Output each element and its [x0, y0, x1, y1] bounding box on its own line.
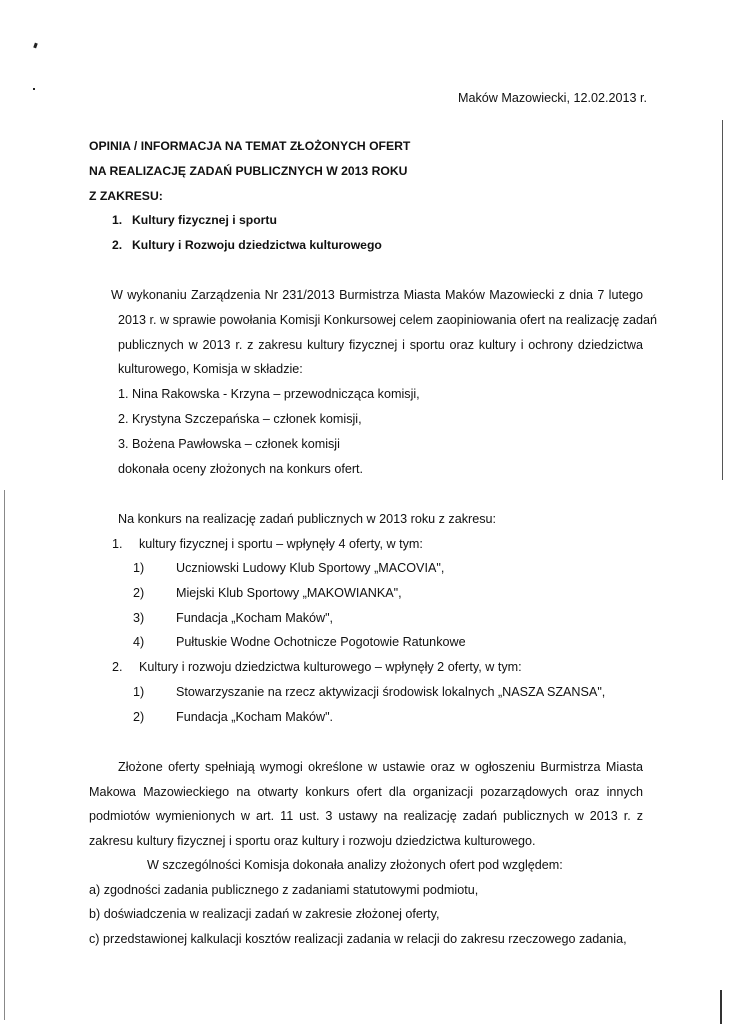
offer-name: Fundacja „Kocham Maków". [176, 710, 334, 724]
criteria-lead: W szczególności Komisja dokonała analizy złożonych ofert pod względem: [147, 858, 563, 872]
committee-member: 1. Nina Rakowska - Krzyna – przewodnicząca komisji, [118, 387, 420, 401]
title-line-2: NA REALIZACJĘ ZADAŃ PUBLICZNYCH W 2013 ROKU [89, 164, 408, 178]
section-number: 2. [112, 660, 123, 674]
offer-name: Uczniowski Ludowy Klub Sportowy „MACOVIA", [176, 561, 445, 575]
offer-number: 2) [133, 710, 145, 724]
assessment-line: zakresu kultury fizycznej i sportu oraz kultury i rozwoju dziedzictwa kulturowego. [89, 834, 536, 848]
contest-lead: Na konkurs na realizację zadań publicznych w 2013 roku z zakresu: [118, 512, 497, 526]
title-item-text: Kultury i Rozwoju dziedzictwa kulturowego [132, 238, 382, 252]
title-item-number: 2. [112, 238, 123, 252]
title-line-1: OPINIA / INFORMACJA NA TEMAT ZŁOŻONYCH OFERT [89, 139, 411, 153]
assessment-line: podmiotów wymienionych w art. 11 ust. 3 ustawy na realizację zadań publicznych w 2013 r. z [89, 809, 643, 823]
section-number: 1. [112, 537, 123, 551]
offer-number: 2) [133, 586, 145, 600]
title-item-number: 1. [112, 213, 123, 227]
intro-line: 2013 r. w sprawie powołania Komisji Konkursowej celem zaopiniowania ofert na realizację zadań [118, 313, 658, 327]
scan-edge-line [720, 990, 722, 1024]
offer-name: Stowarzyszanie na rzecz aktywizacji środowisk lokalnych „NASZA SZANSA", [176, 685, 606, 699]
intro-line: kulturowego, Komisja w składzie: [118, 362, 303, 376]
committee-member: 2. Krystyna Szczepańska – członek komisji, [118, 412, 362, 426]
offer-name: Fundacja „Kocham Maków", [176, 611, 334, 625]
assessment-line: Makowa Mazowieckiego na otwarty konkurs ofert dla organizacji pozarządowych oraz innych [89, 785, 643, 799]
section-label: Kultury i rozwoju dziedzictwa kulturowego – wpłynęły 2 oferty, w tym: [139, 660, 522, 674]
criteria-item: b) doświadczenia w realizacji zadań w zakresie złożonej oferty, [89, 907, 440, 921]
intro-line: W wykonaniu Zarządzenia Nr 231/2013 Burmistrza Miasta Maków Mazowiecki z dnia 7 lutego [111, 288, 643, 302]
scan-speck [33, 88, 35, 90]
scan-edge-line [722, 120, 723, 480]
assessment-line: Złożone oferty spełniają wymogi określone w ustawie oraz w ogłoszeniu Burmistrza Miasta [118, 760, 643, 774]
criteria-item: a) zgodności zadania publicznego z zadaniami statutowymi podmiotu, [89, 883, 479, 897]
place-date: Maków Mazowiecki, 12.02.2013 r. [458, 91, 647, 105]
section-label: kultury fizycznej i sportu – wpłynęły 4 oferty, w tym: [139, 537, 423, 551]
criteria-item: c) przedstawionej kalkulacji kosztów realizacji zadania w relacji do zakresu rzeczowego zadania, [89, 932, 627, 946]
offer-number: 3) [133, 611, 145, 625]
offer-number: 4) [133, 635, 145, 649]
offer-number: 1) [133, 561, 145, 575]
offer-number: 1) [133, 685, 145, 699]
committee-member: 3. Bożena Pawłowska – członek komisji [118, 437, 340, 451]
title-line-3: Z ZAKRESU: [89, 189, 163, 203]
intro-line: publicznych w 2013 r. z zakresu kultury fizycznej i sportu oraz kultury i ochrony dziedzictwa [118, 338, 643, 352]
offer-name: Miejski Klub Sportowy „MAKOWIANKA", [176, 586, 402, 600]
offer-name: Pułtuskie Wodne Ochotnicze Pogotowie Ratunkowe [176, 635, 466, 649]
intro-closing: dokonała oceny złożonych na konkurs ofert. [118, 462, 364, 476]
scan-edge-line [4, 490, 5, 1020]
title-item-text: Kultury fizycznej i sportu [132, 213, 277, 227]
scan-speck [33, 43, 38, 49]
